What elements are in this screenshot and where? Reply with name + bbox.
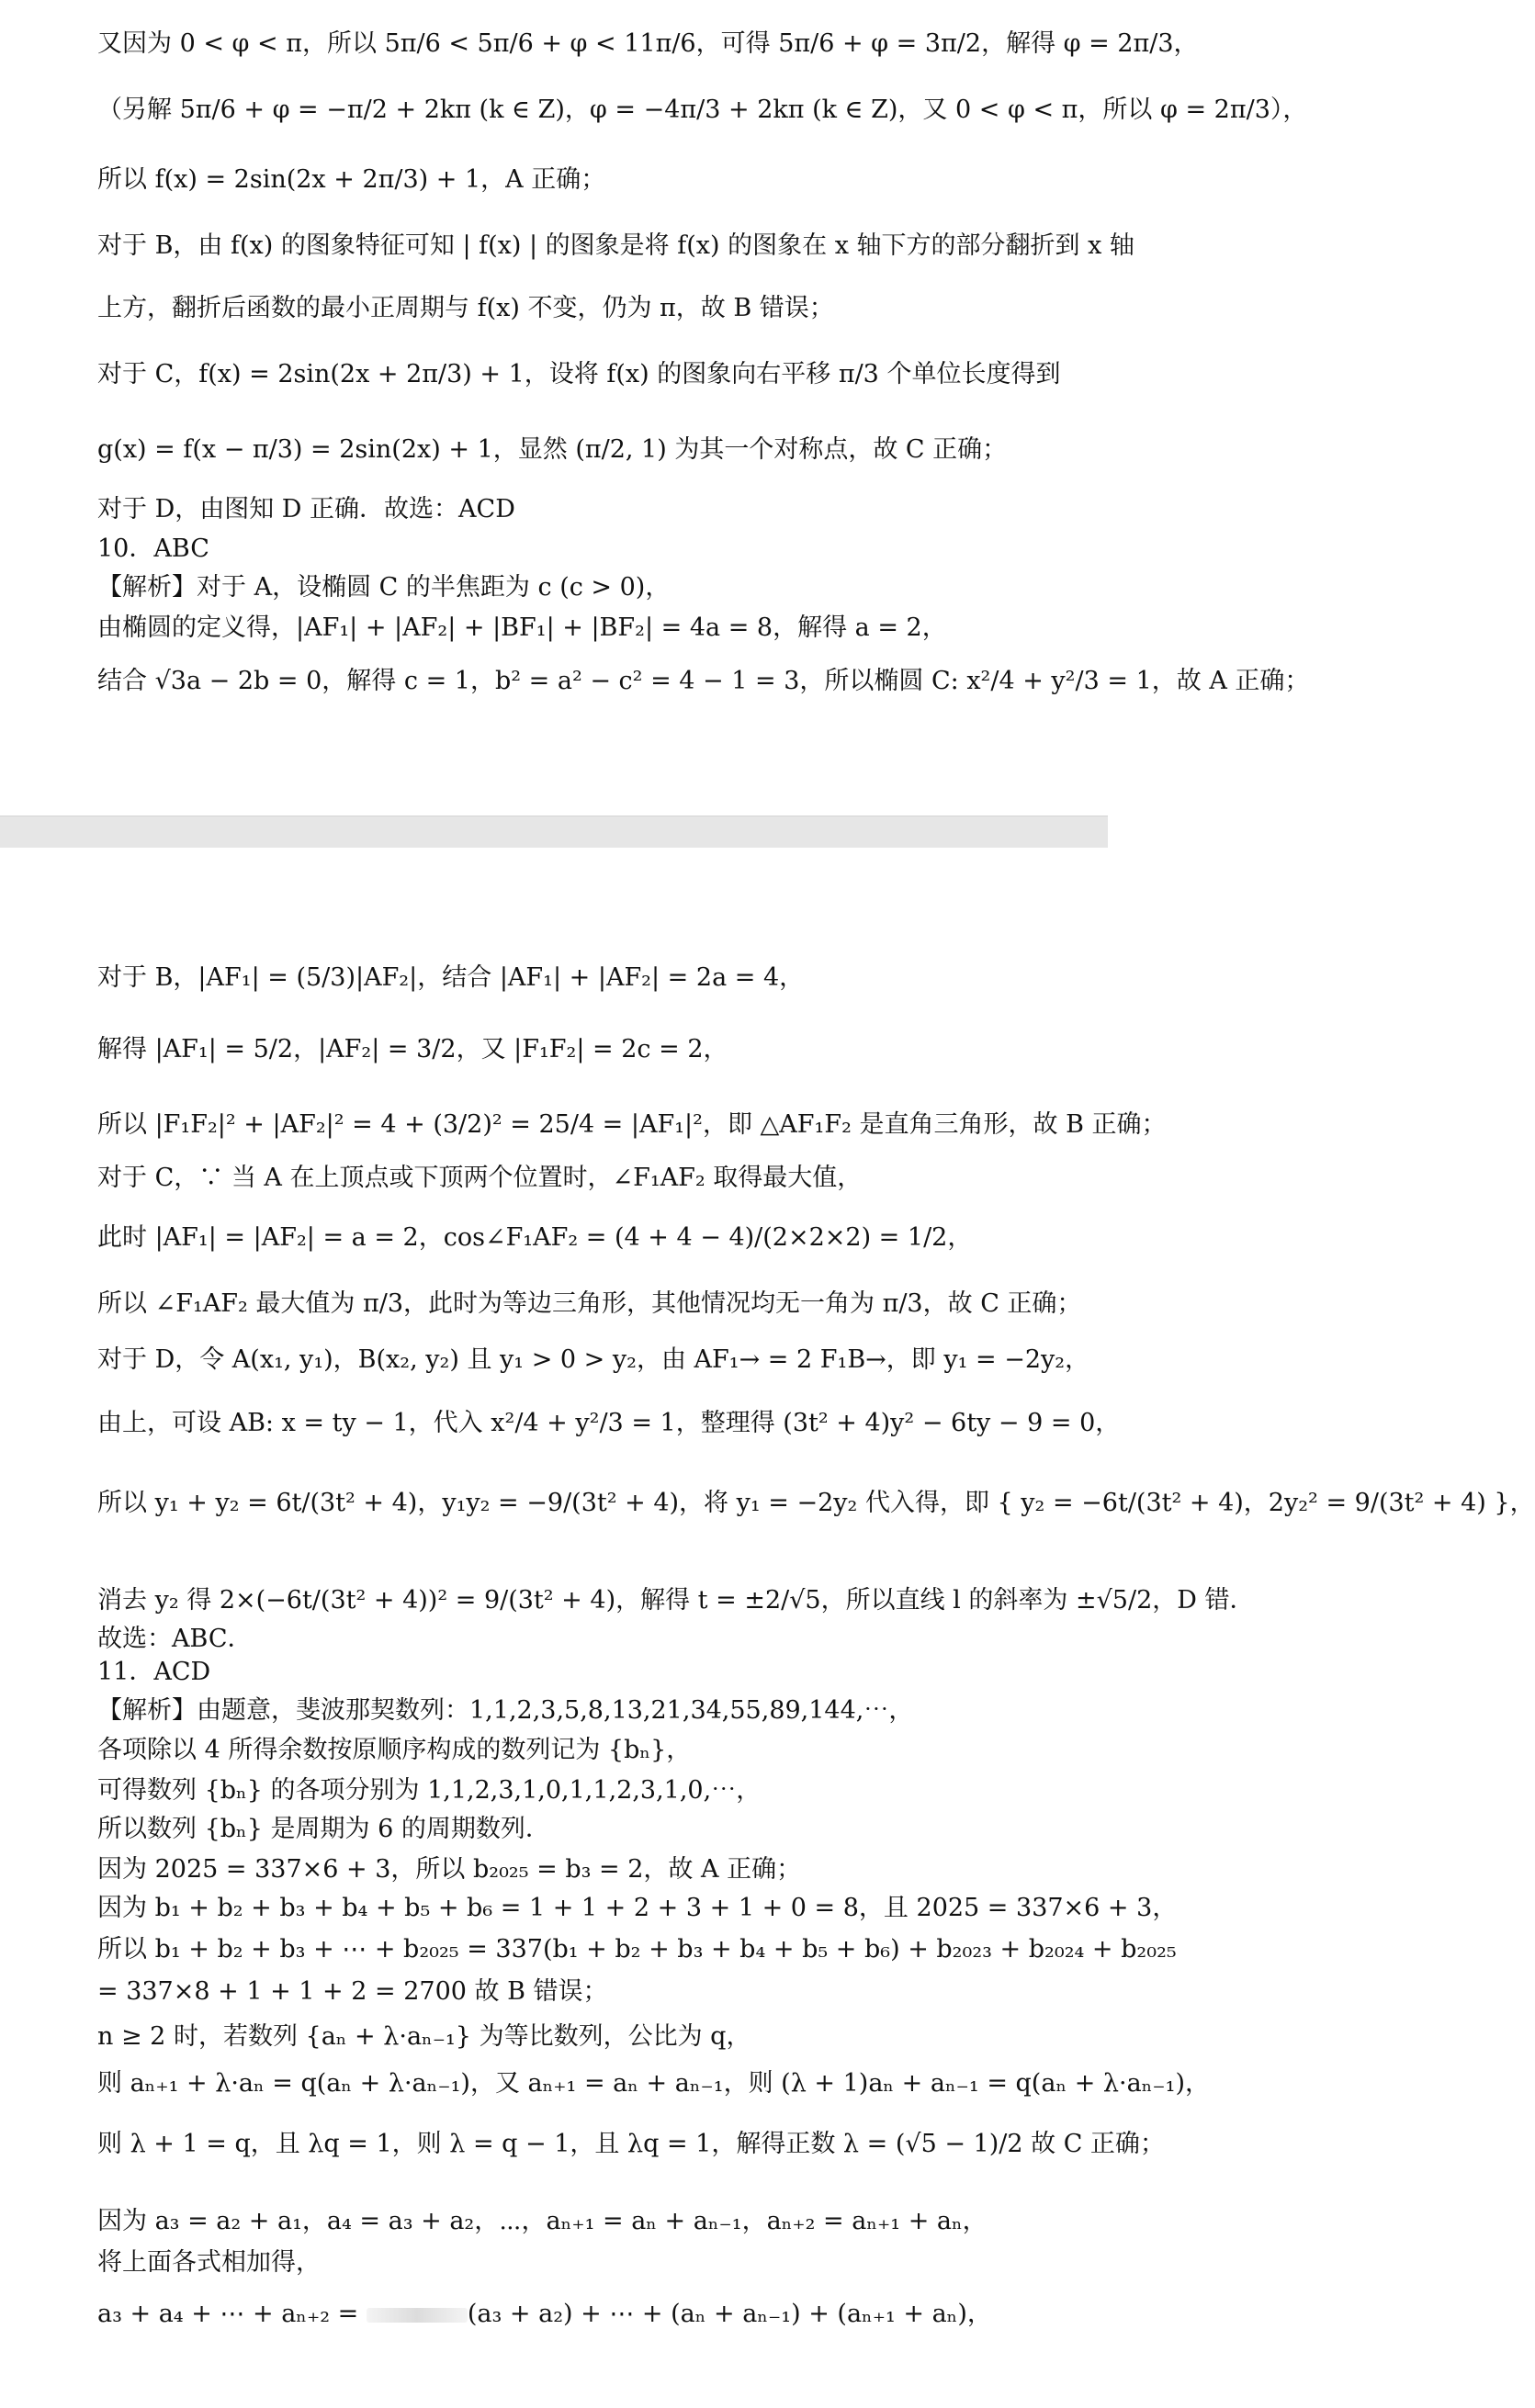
sum-expression: a₃ + a₄ + ⋯ + aₙ₊₂ =: [97, 2300, 367, 2328]
text-line: 各项除以 4 所得余数按原顺序构成的数列记为 {bₙ}，: [97, 1736, 692, 1764]
text-line: （另解 5π/6 + φ = −π/2 + 2kπ (k ∈ Z)，φ = −4π/3 + 2kπ (k ∈ Z)，又 0 < φ < π，所以 φ = 2π/3），: [97, 96, 1308, 124]
text-line: 因为 2025 = 337×6 + 3，所以 b₂₀₂₅ = b₃ = 2，故 A 正确；: [97, 1855, 802, 1884]
text-line: 此时 |AF₁| = |AF₂| = a = 2，cos∠F₁AF₂ = (4 + 4 − 4)/(2×2×2) = 1/2，: [97, 1223, 973, 1252]
text-line: 对于 B，|AF₁| = (5/3)|AF₂|，结合 |AF₁| + |AF₂| = 2a = 4，: [97, 963, 805, 992]
question-number: 10．ABC: [97, 534, 209, 563]
text-line: 将上面各式相加得，: [97, 2248, 321, 2277]
text-line: 消去 y₂ 得 2×(−6t/(3t² + 4))² = 9/(3t² + 4)，解得 t = ±2/√5，所以直线 l 的斜率为 ±√5/2，D 错．: [97, 1586, 1255, 1615]
text-line: = 337×8 + 1 + 1 + 2 = 2700 故 B 错误；: [97, 1977, 608, 2006]
text-line: 由椭圆的定义得，|AF₁| + |AF₂| + |BF₁| + |BF₂| = 4a = 8，解得 a = 2，: [97, 613, 947, 642]
document-page-1: [0, 0, 1310, 816]
text-line: 对于 C，f(x) = 2sin(2x + 2π/3) + 1，设将 f(x) 的图象向右平移 π/3 个单位长度得到: [97, 360, 1061, 388]
text-line: 又因为 0 < φ < π，所以 5π/6 < 5π/6 + φ < 11π/6，可得 5π/6 + φ = 3π/2，解得 φ = 2π/3，: [97, 29, 1199, 58]
text-line: g(x) = f(x − π/3) = 2sin(2x) + 1，显然 (π/2, 1) 为其一个对称点，故 C 正确；: [97, 435, 1008, 464]
text-line: 所以 f(x) = 2sin(2x + 2π/3) + 1，A 正确；: [97, 165, 606, 194]
text-line: 上方，翻折后函数的最小正周期与 f(x) 不变，仍为 π，故 B 错误；: [97, 294, 834, 322]
text-line: 结合 √3a − 2b = 0，解得 c = 1，b² = a² − c² = 4 − 1 = 3，所以椭圆 C: x²/4 + y²/3 = 1，故 A 正确；: [97, 667, 1310, 695]
question-number: 11．ACD: [97, 1658, 211, 1686]
text-line: 对于 D，由图知 D 正确．故选：ACD: [97, 495, 515, 523]
text-line: 【解析】由题意，斐波那契数列：1,1,2,3,5,8,13,21,34,55,89,144,⋯，: [97, 1696, 914, 1725]
text-line: 对于 B，由 f(x) 的图象特征可知 | f(x) | 的图象是将 f(x) 的图象在 x 轴下方的部分翻折到 x 轴: [97, 231, 1134, 260]
text-line: 【解析】对于 A，设椭圆 C 的半焦距为 c (c > 0)，: [97, 573, 671, 602]
text-line: 则 λ + 1 = q，且 λq = 1，则 λ = q − 1，且 λq = 1，解得正数 λ = (√5 − 1)/2 故 C 正确；: [97, 2130, 1165, 2158]
page-separator: [0, 816, 1108, 849]
text-line: 所以数列 {bₙ} 是周期为 6 的周期数列．: [97, 1815, 550, 1843]
text-line: n ≥ 2 时，若数列 {aₙ + λ·aₙ₋₁} 为等比数列，公比为 q，: [97, 2022, 751, 2051]
sum-expression-rest: (a₃ + a₂) + ⋯ + (aₙ + aₙ₋₁) + (aₙ₊₁ + aₙ)，: [467, 2300, 992, 2328]
text-line: 由上，可设 AB: x = ty − 1，代入 x²/4 + y²/3 = 1，整理得 (3t² + 4)y² − 6ty − 9 = 0，: [97, 1409, 1121, 1437]
blurred-region: [367, 2308, 468, 2323]
text-line: 因为 a₃ = a₂ + a₁，a₄ = a₃ + a₂，⋯，aₙ₊₁ = aₙ + aₙ₋₁，aₙ₊₂ = aₙ₊₁ + aₙ，: [97, 2207, 988, 2235]
text-line: 所以 y₁ + y₂ = 6t/(3t² + 4)，y₁y₂ = −9/(3t² + 4)，将 y₁ = −2y₂ 代入得，即 { y₂ = −6t/(3t² + 4)，2y₂² = 9/(3t² + 4) }，: [97, 1489, 1535, 1517]
text-line: [97, 2296, 1086, 2333]
text-line: 对于 C，∵ 当 A 在上顶点或下顶两个位置时，∠F₁AF₂ 取得最大值，: [97, 1164, 863, 1192]
text-line: 所以 b₁ + b₂ + b₃ + ⋯ + b₂₀₂₅ = 337(b₁ + b₂ + b₃ + b₄ + b₅ + b₆) + b₂₀₂₃ + b₂₀₂₄ + b₂₀₂₅: [97, 1935, 1177, 1964]
text-line: 因为 b₁ + b₂ + b₃ + b₄ + b₅ + b₆ = 1 + 1 + 2 + 3 + 1 + 0 = 8，且 2025 = 337×6 + 3，: [97, 1894, 1178, 1922]
text-line: 故选：ABC．: [97, 1625, 253, 1653]
text-line: 解得 |AF₁| = 5/2，|AF₂| = 3/2，又 |F₁F₂| = 2c = 2，: [97, 1035, 728, 1063]
text-line: 所以 |F₁F₂|² + |AF₂|² = 4 + (3/2)² = 25/4 = |AF₁|²，即 △AF₁F₂ 是直角三角形，故 B 正确；: [97, 1110, 1167, 1139]
text-line: 可得数列 {bₙ} 的各项分别为 1,1,2,3,1,0,1,1,2,3,1,0,⋯，: [97, 1776, 762, 1805]
document-page-2: [0, 848, 1535, 2408]
text-line: 所以 ∠F₁AF₂ 最大值为 π/3，此时为等边三角形，其他情况均无一角为 π/3，故 C 正确；: [97, 1289, 1082, 1318]
text-line: 对于 D，令 A(x₁, y₁)，B(x₂, y₂) 且 y₁ > 0 > y₂，由 AF₁→ = 2 F₁B→，即 y₁ = −2y₂，: [97, 1345, 1090, 1374]
text-line: 则 aₙ₊₁ + λ·aₙ = q(aₙ + λ·aₙ₋₁)，又 aₙ₊₁ = aₙ + aₙ₋₁，则 (λ + 1)aₙ + aₙ₋₁ = q(aₙ + λ·aₙ₋₁)，: [97, 2069, 1210, 2098]
